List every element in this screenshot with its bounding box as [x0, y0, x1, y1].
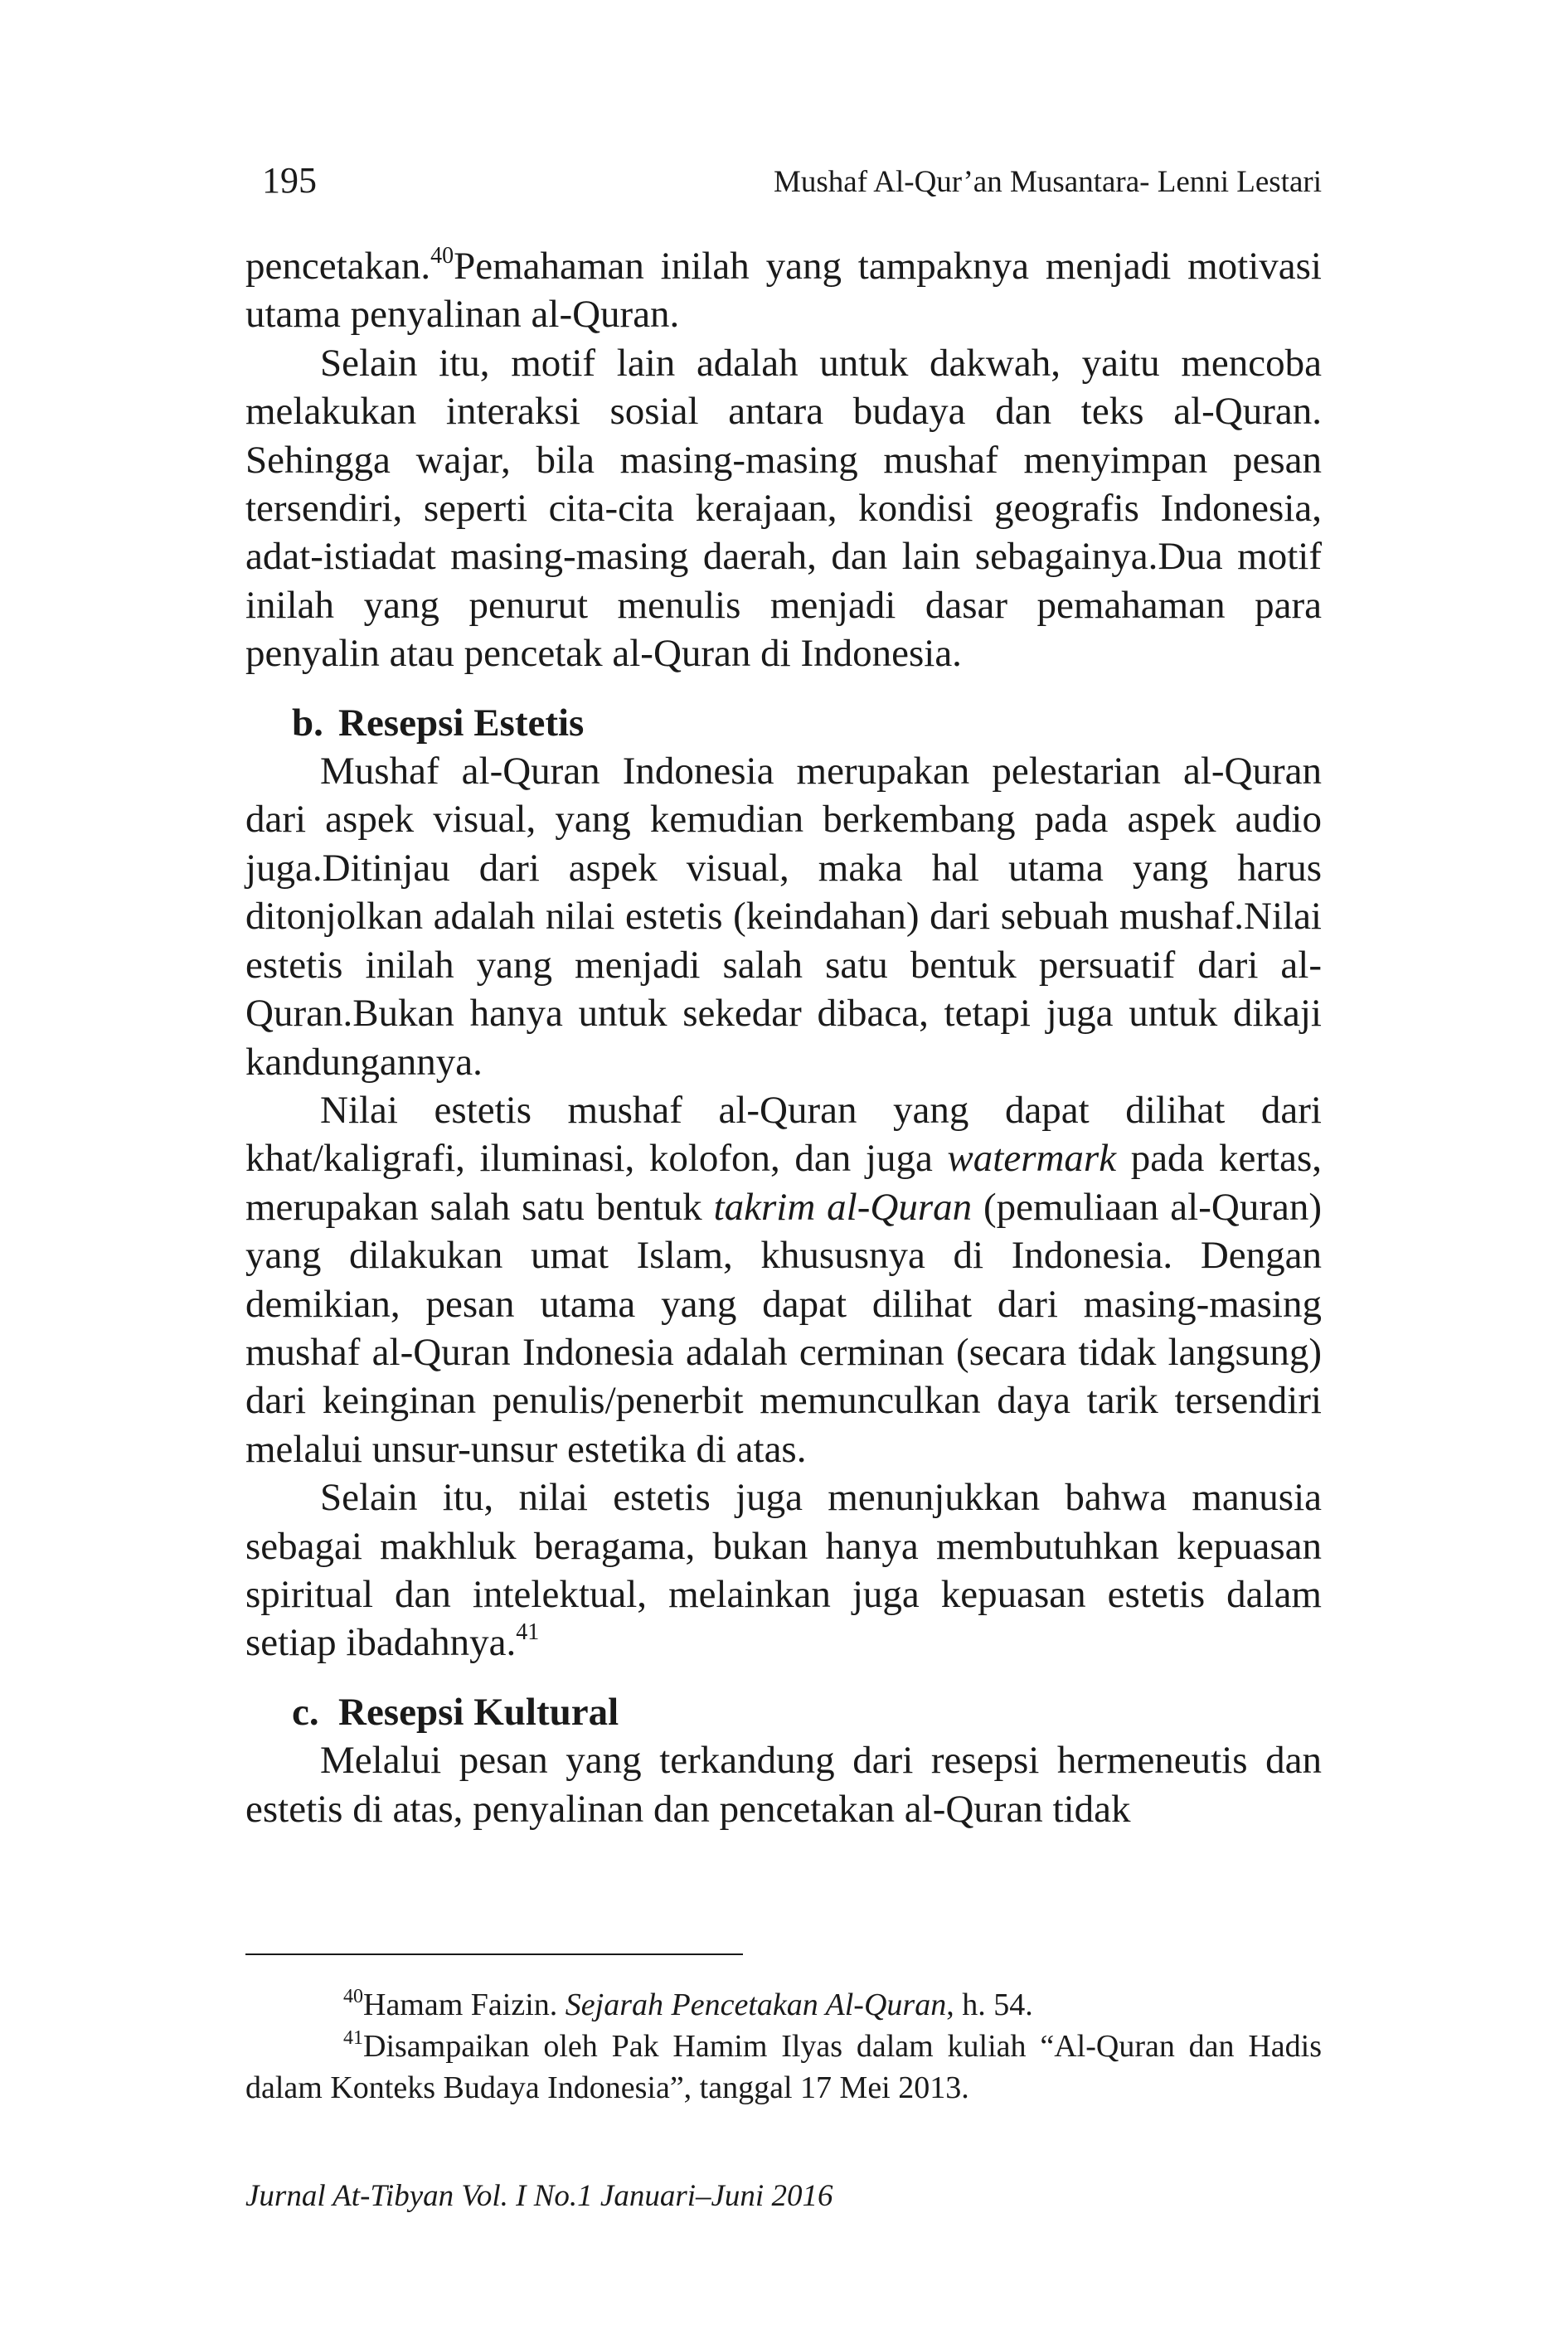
section-heading-c: [292, 1688, 1322, 1736]
footnote-number: 40: [343, 1986, 363, 2007]
paragraph-5: [245, 1473, 1322, 1667]
paragraph-4: [245, 1086, 1322, 1473]
section-title: Resepsi Kultural: [338, 1690, 619, 1734]
footnote-divider: [245, 1953, 743, 1955]
text-span: Pemahaman inilah yang tampaknya menjadi motivasi utama penyalinan al-Quran.: [245, 245, 1322, 337]
section-letter: b.: [292, 701, 323, 745]
text-span: pada kertas, merupakan salah satu bentuk: [245, 1137, 1322, 1229]
running-title: Mushaf Al-Qur’an Musantara- Lenni Lestari: [774, 165, 1322, 199]
text-span: (pemuliaan al-Quran) yang dilakukan umat Islam, khususnya di Indonesia. Dengan demikian, pesan utama yang dapat dilihat dari masing-masing mushaf al-Quran Indonesia adalah cerminan (secara tidak langsung) dari keinginan penulis/penerbit memunculkan daya tarik tersendiri melalui unsur-unsur estetika di atas.: [245, 1185, 1322, 1471]
italic-term: takrim al-Quran: [713, 1185, 973, 1229]
text-span: Nilai estetis mushaf al-Quran yang dapat dilihat dari khat/kaligrafi, iluminasi, kolofon, dan juga: [245, 1088, 1322, 1181]
footnotes: [245, 1984, 1322, 2109]
footnote-41: [245, 2026, 1322, 2109]
footnote-ref-40: 40: [430, 243, 454, 269]
paragraph-3: Mushaf al-Quran Indonesia merupakan pelestarian al-Quran dari aspek visual, yang kemudian berkembang pada aspek audio juga.Ditinjau dari aspek visual, maka hal utama yang harus ditonjolkan adalah nilai estetis (keindahan) dari sebuah mushaf.Nilai estetis inilah yang menjadi salah satu bentuk persuatif dari al-Quran.Bukan hanya untuk sekedar dibaca, tetapi juga untuk dikaji kandungannya.: [245, 750, 1322, 1084]
section-letter: c.: [292, 1690, 319, 1734]
journal-footer: Jurnal At-Tibyan Vol. I No.1 Januari–Juni 2016: [245, 2179, 833, 2213]
text-span: Selain itu, nilai estetis juga menunjukkan bahwa manusia sebagai makhluk beragama, bukan hanya membutuhkan kepuasan spiritual dan intelektual, melainkan juga kepuasan estetis dalam setiap ibadahnya.: [245, 1476, 1322, 1665]
text-span: Hamam Faizin.: [363, 1987, 566, 2022]
paragraph-2: Selain itu, motif lain adalah untuk dakwah, yaitu mencoba melakukan interaksi sosial antara budaya dan teks al-Quran. Sehingga wajar, bila masing-masing mushaf menyimpan pesan tersendiri, seperti cita-cita kerajaan, kondisi geografis Indonesia, adat-istiadat masing-masing daerah, dan lain sebagainya.Dua motif inilah yang penurut menulis menjadi dasar pemahaman para penyalin atau pencetak al-Quran di Indonesia.: [245, 341, 1322, 676]
body-text: [245, 242, 1322, 1833]
footnote-number: 41: [343, 2027, 363, 2049]
text-span: pencetakan.: [245, 245, 431, 288]
section-title: Resepsi Estetis: [338, 701, 585, 745]
page-header: [245, 153, 1322, 202]
italic-term: watermark: [947, 1137, 1117, 1181]
paragraph-6: Melalui pesan yang terkandung dari resepsi hermeneutis dan estetis di atas, penyalinan dan pencetakan al-Quran tidak: [245, 1739, 1322, 1831]
paragraph-1: [245, 242, 1322, 339]
text-span: Disampaikan oleh Pak Hamim Ilyas dalam kuliah “Al-Quran dan Hadis dalam Konteks Budaya Indonesia”, tanggal 17 Mei 2013.: [245, 2029, 1322, 2105]
footnote-40: [245, 1984, 1322, 2026]
page-number: 195: [262, 160, 317, 201]
footnote-ref-41: 41: [516, 1619, 540, 1646]
section-heading-b: [292, 699, 1322, 747]
text-span: , h. 54.: [946, 1987, 1033, 2022]
italic-title: Sejarah Pencetakan Al-Quran: [565, 1987, 947, 2022]
